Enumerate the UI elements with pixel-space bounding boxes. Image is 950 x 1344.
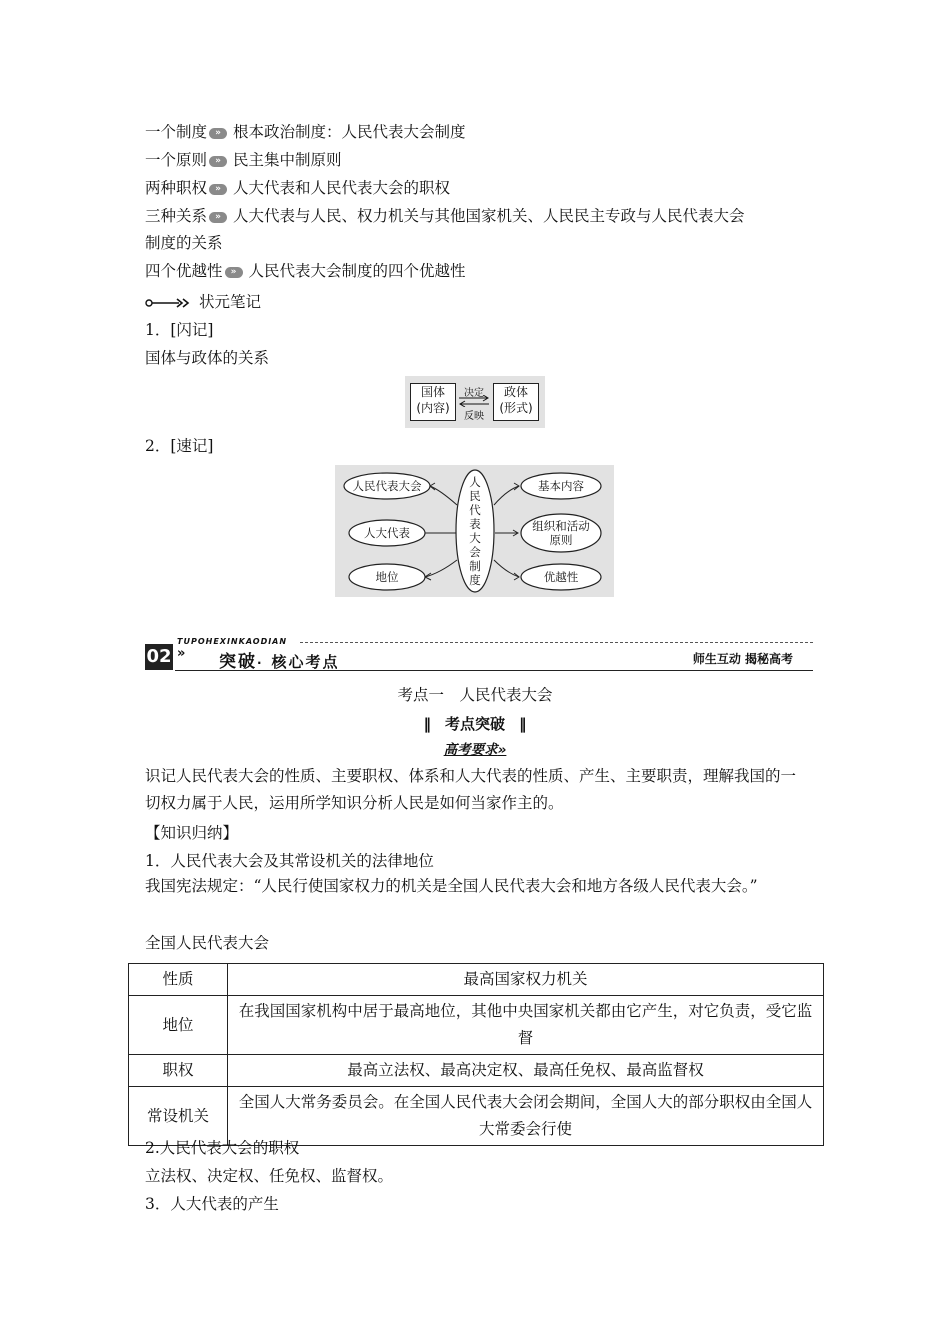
section-title-b: 核心考点 <box>271 653 340 671</box>
requirement-label: 高考要求 <box>443 742 498 758</box>
table-key: 常设机关 <box>129 1087 228 1146</box>
section-number: 02 <box>145 644 173 670</box>
topic-title: 考点一 人民代表大会 <box>397 686 553 704</box>
table-row <box>129 1087 824 1146</box>
double-chevron-icon: » <box>209 212 227 223</box>
section-title-a: 突破 <box>219 652 257 672</box>
structure-continuation: 制度的关系 <box>145 234 223 252</box>
structure-text: 人民代表大会制度的四个优越性 <box>248 262 466 280</box>
breakthrough-heading: ‖ 考点突破 ‖ <box>423 715 527 733</box>
structure-label: 一个制度 <box>145 123 208 141</box>
section-underline <box>175 670 813 671</box>
polity-box-title: 政体 <box>503 385 528 399</box>
table-value: 最高国家权力机关 <box>228 964 824 996</box>
center-char: 制 <box>469 559 481 573</box>
node-right-3: 优越性 <box>543 570 579 584</box>
table-value: 在我国国家机构中居于最高地位，其他中央国家机关都由它产生，对它负责，受它监督 <box>228 996 824 1055</box>
polity-box <box>493 383 539 421</box>
flash-text: 国体与政体的关系 <box>145 349 270 367</box>
node-left-1: 人民代表大会 <box>352 479 422 493</box>
requirement-heading <box>0 740 950 760</box>
section-pinyin: TUPOHEXINKAODIAN <box>177 637 288 646</box>
structure-row <box>145 150 342 170</box>
section-right-label: 师生互动 揭秘高考 <box>692 652 793 666</box>
center-char: 民 <box>469 489 481 503</box>
table-key: 职权 <box>129 1055 228 1087</box>
summary-label: 【知识归纳】 <box>145 824 239 842</box>
structure-row <box>145 178 450 198</box>
structure-row <box>145 261 466 281</box>
requirement-chevron-icon: » <box>497 742 507 758</box>
structure-label: 两种职权 <box>145 179 208 197</box>
npc-table <box>128 963 824 1146</box>
item2-title: 2.人民代表大会的职权 <box>145 1139 300 1157</box>
double-chevron-icon: » <box>225 267 243 278</box>
table-row <box>129 996 824 1055</box>
structure-text: 根本政治制度：人民代表大会制度 <box>233 123 466 141</box>
arrow-top-label: 决定 <box>464 388 484 399</box>
notes-arrow-icon <box>145 297 191 309</box>
table-row <box>129 1055 824 1087</box>
structure-label: 四个优越性 <box>145 262 223 280</box>
state-box <box>410 383 456 421</box>
node-right-1: 基本内容 <box>538 479 584 493</box>
structure-text: 人大代表与人民、权力机关与其他国家机关、人民民主专政与人民代表大会 <box>233 207 745 225</box>
table-key: 性质 <box>129 964 228 996</box>
double-chevron-icon: » <box>209 128 227 139</box>
requirement-text: 识记人民代表大会的性质、主要职权、体系和人大代表的性质、产生、主要职责，理解我国的一切权力属于人民，运用所学知识分析人民是如何当家作主的。 <box>145 767 797 812</box>
center-label <box>466 475 484 587</box>
center-char: 度 <box>469 573 481 587</box>
structure-row <box>145 122 466 142</box>
npc-system-diagram <box>335 465 614 597</box>
quick-heading: 2．[速记] <box>145 437 214 455</box>
structure-text: 民主集中制原则 <box>233 151 342 169</box>
center-char: 代 <box>469 503 481 517</box>
npc-label: 全国人民代表大会 <box>145 934 270 952</box>
table-key: 地位 <box>129 996 228 1055</box>
flash-heading: 1．[闪记] <box>145 321 214 339</box>
item1-title: 1．人民代表大会及其常设机关的法律地位 <box>145 852 434 870</box>
section-title: 突破· 核心考点 <box>219 652 340 672</box>
bidirectional-arrow-icon <box>458 395 490 407</box>
arrow-bottom-label: 反映 <box>464 411 484 422</box>
center-char: 会 <box>469 545 481 559</box>
item1-text: 我国宪法规定：“人民行使国家权力的机关是全国人民代表大会和地方各级人民代表大会。” <box>145 877 758 895</box>
item2-text: 立法权、决定权、任免权、监督权。 <box>145 1167 394 1185</box>
section-dashed-rule <box>300 642 813 643</box>
double-chevron-icon: » <box>209 156 227 167</box>
node-left-2: 人大代表 <box>364 526 410 540</box>
state-box-sub: (内容) <box>416 401 450 415</box>
polity-box-sub: (形式) <box>499 401 533 415</box>
section-header <box>145 638 813 672</box>
structure-row <box>145 206 745 226</box>
table-value: 最高立法权、最高决定权、最高任免权、最高监督权 <box>228 1055 824 1087</box>
center-char: 人 <box>469 475 481 489</box>
state-polity-diagram <box>405 376 545 428</box>
structure-text: 人大代表和人民代表大会的职权 <box>233 179 451 197</box>
center-char: 大 <box>469 531 481 545</box>
node-right-2: 组织和活动原则 <box>532 519 590 547</box>
state-box-title: 国体 <box>420 385 445 399</box>
item3-title: 3．人大代表的产生 <box>145 1195 279 1213</box>
node-left-3: 地位 <box>375 570 399 584</box>
notes-heading <box>145 292 261 312</box>
structure-label: 一个原则 <box>145 151 208 169</box>
notes-title: 状元笔记 <box>199 293 262 311</box>
breakthrough-label: 考点突破 <box>444 715 505 733</box>
table-row <box>129 964 824 996</box>
table-value: 全国人大常务委员会。在全国人民代表大会闭会期间，全国人大的部分职权由全国人大常委会行使 <box>228 1087 824 1146</box>
double-chevron-icon: » <box>209 184 227 195</box>
center-char: 表 <box>469 517 481 531</box>
structure-label: 三种关系 <box>145 207 208 225</box>
section-chevron-icon: » <box>177 646 186 661</box>
